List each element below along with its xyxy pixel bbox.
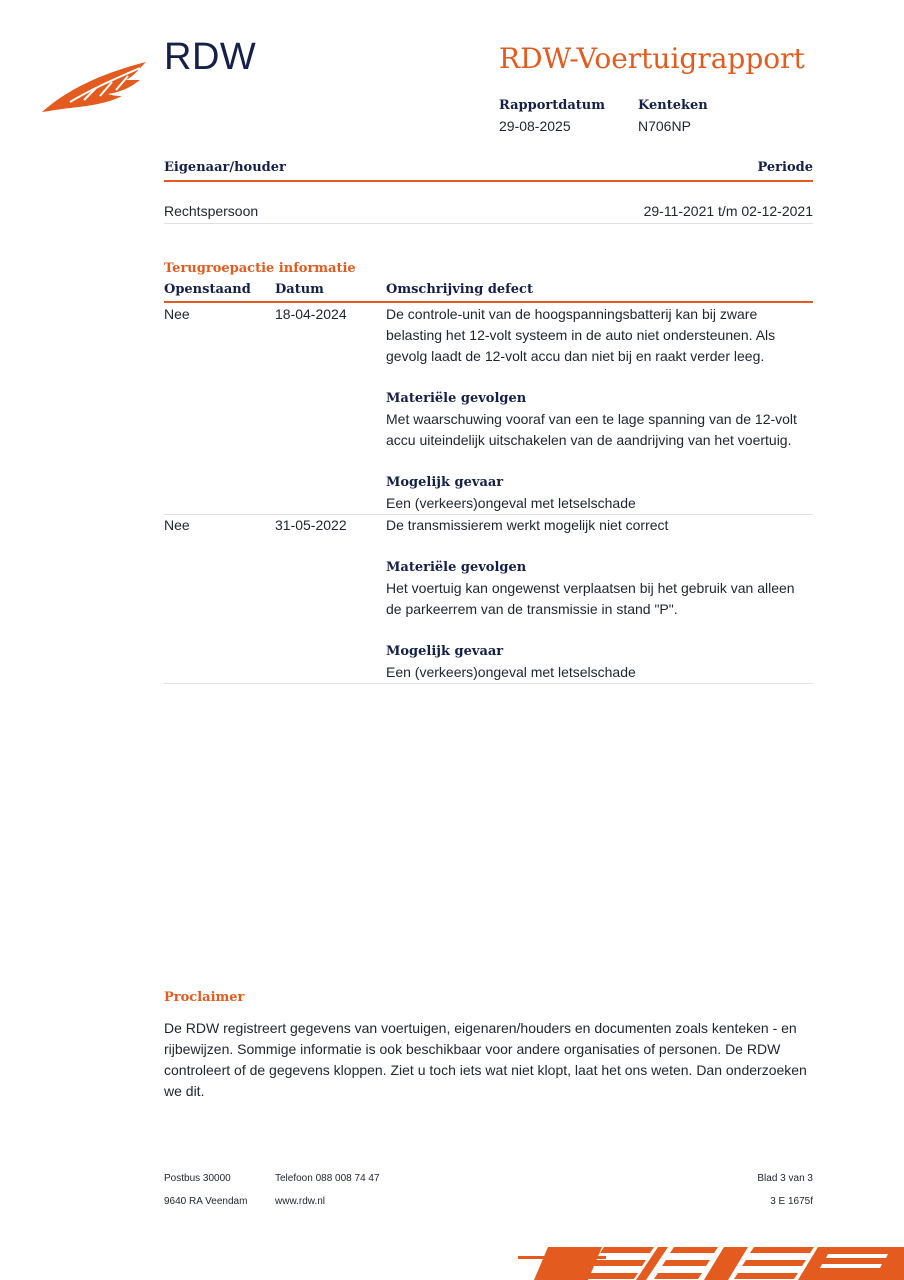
consequences-line: de parkeerrem van de transmissie in stand "P". bbox=[386, 601, 678, 617]
owner-value: Rechtspersoon bbox=[164, 203, 259, 219]
cell-description bbox=[386, 515, 806, 683]
cell-open: Nee bbox=[164, 306, 190, 322]
cell-date: 31-05-2022 bbox=[275, 517, 347, 533]
report-date-value: 29-08-2025 bbox=[499, 118, 571, 134]
danger-text: Een (verkeers)ongeval met letselschade bbox=[386, 495, 636, 511]
decorative-stripes-icon bbox=[518, 1244, 904, 1280]
period-value: 29-11-2021 t/m 02-12-2021 bbox=[643, 203, 813, 219]
footer-document-code: 3 E 1675f bbox=[770, 1196, 813, 1207]
disclaimer-title: Proclaimer bbox=[164, 990, 245, 1005]
owner-label: Eigenaar/houder bbox=[164, 160, 286, 175]
table-row bbox=[164, 304, 813, 515]
danger-label: Mogelijk gevaar bbox=[386, 644, 504, 659]
danger-text: Een (verkeers)ongeval met letselschade bbox=[386, 664, 636, 680]
cell-date: 18-04-2024 bbox=[275, 306, 347, 322]
period-label: Periode bbox=[757, 160, 813, 175]
report-date-label: Rapportdatum bbox=[499, 98, 605, 113]
report-title: RDW-Voertuigrapport bbox=[499, 42, 805, 75]
description-line: belasting het 12-volt systeem in de auto niet ondersteunen. Als bbox=[386, 327, 776, 343]
footer-page-number: Blad 3 van 3 bbox=[757, 1173, 813, 1184]
footer-postbus: Postbus 30000 bbox=[164, 1173, 231, 1184]
recall-table bbox=[164, 304, 813, 684]
plate-value: N706NP bbox=[638, 118, 691, 134]
disclaimer-line: De RDW registreert gegevens van voertuigen, eigenaren/houders en documenten zoals kenteken - en bbox=[164, 1020, 797, 1036]
description-line: De transmissierem werkt mogelijk niet correct bbox=[386, 517, 669, 533]
col-header-date: Datum bbox=[275, 282, 324, 297]
table-row bbox=[164, 515, 813, 684]
disclaimer-line: we dit. bbox=[164, 1083, 205, 1099]
disclaimer-line: controleert of de gegevens kloppen. Ziet u toch iets wat niet klopt, laat het ons weten. Dan onderzoeken bbox=[164, 1062, 807, 1078]
plate-label: Kenteken bbox=[638, 98, 708, 113]
danger-label: Mogelijk gevaar bbox=[386, 475, 504, 490]
owner-row-divider bbox=[164, 223, 813, 224]
rdw-logo-icon bbox=[40, 58, 148, 116]
footer-website[interactable]: www.rdw.nl bbox=[275, 1196, 326, 1207]
description-line: gevolg laadt de 12-volt accu dan niet bij en raakt verder leeg. bbox=[386, 348, 765, 364]
consequences-line: Het voertuig kan ongewenst verplaatsen bij het gebruik van alleen bbox=[386, 580, 795, 596]
cell-open: Nee bbox=[164, 517, 190, 533]
col-header-description: Omschrijving defect bbox=[386, 282, 533, 297]
footer-address: 9640 RA Veendam bbox=[164, 1196, 248, 1207]
description-line: De controle-unit van de hoogspanningsbatterij kan bij zware bbox=[386, 306, 758, 322]
cell-description bbox=[386, 304, 806, 514]
consequences-line: accu uiteindelijk uitschakelen van de aandrijving van het voertuig. bbox=[386, 432, 792, 448]
col-header-open: Openstaand bbox=[164, 282, 251, 297]
logo-wordmark: RDW bbox=[164, 36, 257, 78]
recall-section-title: Terugroepactie informatie bbox=[164, 261, 356, 276]
recall-header-divider bbox=[164, 301, 813, 303]
owner-divider bbox=[164, 180, 813, 182]
consequences-label: Materiële gevolgen bbox=[386, 560, 527, 575]
disclaimer-line: rijbewijzen. Sommige informatie is ook beschikbaar voor andere organisaties of personen. De RDW bbox=[164, 1041, 781, 1057]
footer-phone: Telefoon 088 008 74 47 bbox=[275, 1173, 380, 1184]
consequences-line: Met waarschuwing vooraf van een te lage spanning van de 12-volt bbox=[386, 411, 797, 427]
consequences-label: Materiële gevolgen bbox=[386, 391, 527, 406]
disclaimer-text bbox=[164, 1018, 809, 1102]
